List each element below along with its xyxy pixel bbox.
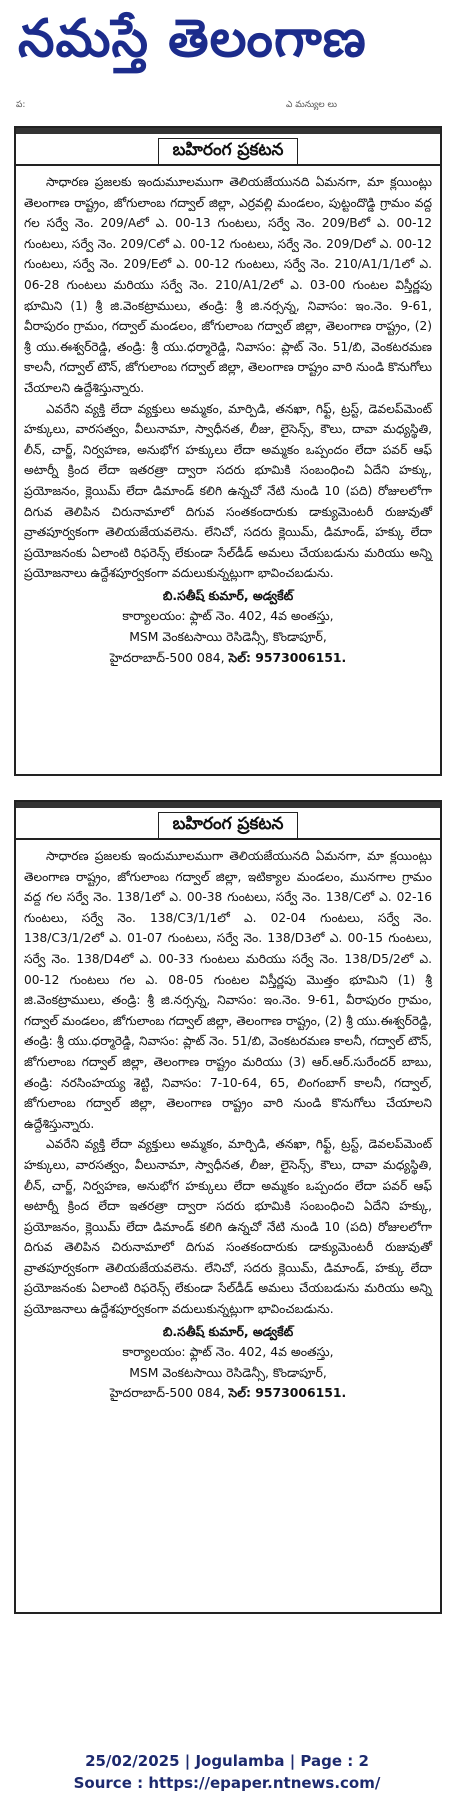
office-address-line-1: కార్యాలయం: ఫ్లాట్ నెం. 402, 4వ అంతస్తు, (122, 1344, 334, 1360)
office-address-line-3 (24, 648, 432, 669)
city-pincode: హైదరాబాద్-500 084, (109, 649, 225, 665)
phone-number: సెల్: 9573006151. (228, 1385, 347, 1401)
notice-body (16, 166, 440, 668)
footer-source-link[interactable]: Source : https://epaper.ntnews.com/ (73, 1774, 381, 1792)
city-pincode: హైదరాబాద్-500 084, (109, 1385, 225, 1401)
signature-block (24, 586, 432, 668)
advocate-name: బి.సతీష్ కుమార్, అడ్వకేట్ (162, 587, 294, 603)
notice-heading-row (16, 134, 440, 166)
notice-heading-row (16, 808, 440, 840)
office-address-line-2: MSM వెంకటసాయి రెసిడెన్సీ, కొండాపూర్, (129, 1364, 327, 1380)
notice-paragraph-2: ఎవరేని వ్యక్తి లేదా వ్యక్తులు అమ్మకం, మార్పిడి, తనఖా, గిఫ్ట్, ట్రస్ట్, డెవలప్‌మెంట్ హక్కులు, వారసత్వం, వీలునామా, స్వాధీనత, లీజు, లైసెన్స్, కౌలు, దావా మధ్యస్థితి, లీన్, చార్జ్, నిర్వహణ, అనుభోగ హక్కులు లేదా అమ్మకం ఒప్పందం లేదా పవర్ ఆఫ్ అటార్నీ క్రింద లేదా ఇతరత్రా ద్వారా సదరు భూమికి సంబంధించి ఏదేని హక్కు, ప్రయోజనం, క్లెయిమ్ లేదా డిమాండ్ కలిగి ఉన్నచో నేటి నుండి 10 (పది) రోజులలోగా దిగువ తెలిపిన చిరునామాలో దిగువ సంతకందారుకు డాక్యుమెంటరీ రుజువుతో వ్రాతపూర్వకంగా తెలియజేయవలెను. లేనిచో, సదరు క్లెయిమ్, డిమాండ్, హక్కు లేదా ప్రయోజనంకు ఏలాంటి రిఫరెన్స్ లేకుండా సేల్‌డీడ్ అమలు చేయబడును మరియు అన్ని ప్రయోజనాలు ఉద్దేశపూర్వకంగా వదులుకున్నట్లుగా భావించబడును. (24, 1137, 432, 1317)
notice-heading: బహిరంగ ప్రకటన (158, 138, 299, 166)
office-address-line-2: MSM వెంకటసాయి రెసిడెన్సీ, కొండాపూర్, (129, 629, 327, 645)
notice-body (16, 840, 440, 1404)
notice-paragraph-2: ఎవరేని వ్యక్తి లేదా వ్యక్తులు అమ్మకం, మార్పిడి, తనఖా, గిఫ్ట్, ట్రస్ట్, డెవలప్‌మెంట్ హక్కులు, వారసత్వం, వీలునామా, స్వాధీనత, లీజు, లైసెన్స్, కౌలు, దావా మధ్యస్థితి, లీన్, చార్జ్, నిర్వహణ, అనుభోగ హక్కులు లేదా అమ్మకం ఒప్పందం లేదా పవర్ ఆఫ్ అటార్నీ క్రింద లేదా ఇతరత్రా ద్వారా సదరు భూమికి సంబంధించి ఏదేని హక్కు, ప్రయోజనం, క్లెయిమ్ లేదా డిమాండ్ కలిగి ఉన్నచో నేటి నుండి 10 (పది) రోజులలోగా దిగువ తెలిపిన చిరునామాలో దిగువ సంతకందారుకు డాక్యుమెంటరీ రుజువుతో వ్రాతపూర్వకంగా తెలియజేయవలెను. లేనిచో, సదరు క్లెయిమ్, డిమాండ్, హక్కు లేదా ప్రయోజనంకు ఏలాంటి రిఫరెన్స్ లేకుండా సేల్‌డీడ్ అమలు చేయబడును మరియు అన్ని ప్రయోజనాలు ఉద్దేశపూర్వకంగా వదులుకున్నట్లుగా భావించబడును. (24, 401, 432, 581)
notice-paragraph-1: సాధారణ ప్రజలకు ఇందుమూలముగా తెలియజేయునది ఏమనగా, మా క్లయింట్లు తెలంగాణ రాష్ట్రం, జోగులాంబ గద్వాల్ జిల్లా, ఇటిక్యాల మండలం, మునగాల గ్రామం వద్ద గల సర్వే నెం. 138/1లో ఎ. 00-38 గుంటలు, సర్వే నెం. 138/Cలో ఎ. 02-16 గుంటలు, సర్వే నెం. 138/C3/1/1లో ఎ. 02-04 గుంటలు, సర్వే నెం. 138/C3/1/2లో ఎ. 01-07 గుంటలు, సర్వే నెం. 138/D3లో ఎ. 00-15 గుంటలు, సర్వే నెం. 138/D4లో ఎ. 00-33 గుంటలు మరియు సర్వే నెం. 138/D5/2లో ఎ. 00-12 గుంటలు గల ఎ. 08-05 గుంటల విస్తీర్ణపు మొత్తం భూమిని (1) శ్రీ జి.వెంకట్రాములు, తండ్రి: శ్రీ జి.నర్సన్న, నివాసం: ఇం.నెం. 9-61, వీరాపురం గ్రామం, గద్వాల్ మండలం, జోగులాంబ గద్వాల్ జిల్లా, తెలంగాణ రాష్ట్రం, (2) శ్రీ యు.ఈశ్వర్‌రెడ్డి, తండ్రి: శ్రీ యు.ధర్మారెడ్డి, నివాసం: ప్లాట్ నెం. 51/బి, వెంకటరమణ కాలనీ, గద్వాల్ టౌన్, జోగులాంబ గద్వాల్ జిల్లా, తెలంగాణ రాష్ట్రం మరియు (3) ఆర్.ఆర్.సురేందర్ బాబు, తండ్రి: నరసింహయ్య శెట్టి, నివాసం: 7-10-64, 65, లింగంబాగ్ కాలనీ, గద్వాల్, జోగులాంబ గద్వాల్ జిల్లా, తెలంగాణ రాష్ట్రం వారి నుండి కొనుగోలు చేయాలని ఉద్దేశిస్తున్నారు. (24, 849, 432, 1131)
office-address-line-1: కార్యాలయం: ఫ్లాట్ నెం. 402, 4వ అంతస్తు, (122, 608, 334, 624)
newspaper-logo: నమస్తే తెలంగాణ (18, 9, 367, 69)
notice-heading: బహిరంగ ప్రకటన (158, 812, 299, 840)
cut-text-right: ఎ మన్యుల లు (286, 100, 337, 110)
office-address-line-3 (24, 1383, 432, 1404)
notice-paragraph-1: సాధారణ ప్రజలకు ఇందుమూలముగా తెలియజేయునది ఏమనగా, మా క్లయింట్లు తెలంగాణ రాష్ట్రం, జోగులాంబ గద్వాల్ జిల్లా, ఎర్రవల్లి మండలం, పుట్టందొడ్డి గ్రామం వద్ద గల సర్వే నెం. 209/Aలో ఎ. 00-13 గుంటలు, సర్వే నెం. 209/Bలో ఎ. 00-12 గుంటలు, సర్వే నెం. 209/Cలో ఎ. 00-12 గుంటలు, సర్వే నెం. 209/Dలో ఎ. 00-12 గుంటలు, సర్వే నెం. 209/Eలో ఎ. 00-12 గుంటలు, సర్వే నెం. 210/A1/1/1లో ఎ. 06-28 గుంటలు మరియు సర్వే నెం. 210/A1/2లో ఎ. 03-00 గుంటల విస్తీర్ణపు భూమిని (1) శ్రీ జి.వెంకట్రాములు, తండ్రి: శ్రీ జి.నర్సన్న, నివాసం: ఇం.నెం. 9-61, వీరాపురం గ్రామం, గద్వాల్ మండలం, జోగులాంబ గద్వాల్ జిల్లా, తెలంగాణ రాష్ట్రం, (2) శ్రీ యు.ఈశ్వర్‌రెడ్డి, తండ్రి: శ్రీ యు.ధర్మారెడ్డి, నివాసం: ప్లాట్ నెం. 51/బి, వెంకటరమణ కాలనీ, గద్వాల్ టౌన్, జోగులాంబ గద్వాల్ జిల్లా, తెలంగాణ రాష్ట్రం వారి నుండి కొనుగోలు చేయాలని ఉద్దేశిస్తున్నారు. (24, 175, 432, 395)
public-notice-1 (14, 126, 442, 776)
signature-block (24, 1322, 432, 1404)
cut-text-left: ప: (16, 100, 26, 110)
public-notice-2 (14, 800, 442, 1614)
masthead (0, 0, 454, 86)
phone-number: సెల్: 9573006151. (228, 649, 347, 665)
advocate-name: బి.సతీష్ కుమార్, అడ్వకేట్ (162, 1323, 294, 1339)
cut-text-strip (16, 100, 446, 110)
footer-date-edition-page: 25/02/2025 | Jogulamba | Page : 2 (85, 1752, 369, 1770)
